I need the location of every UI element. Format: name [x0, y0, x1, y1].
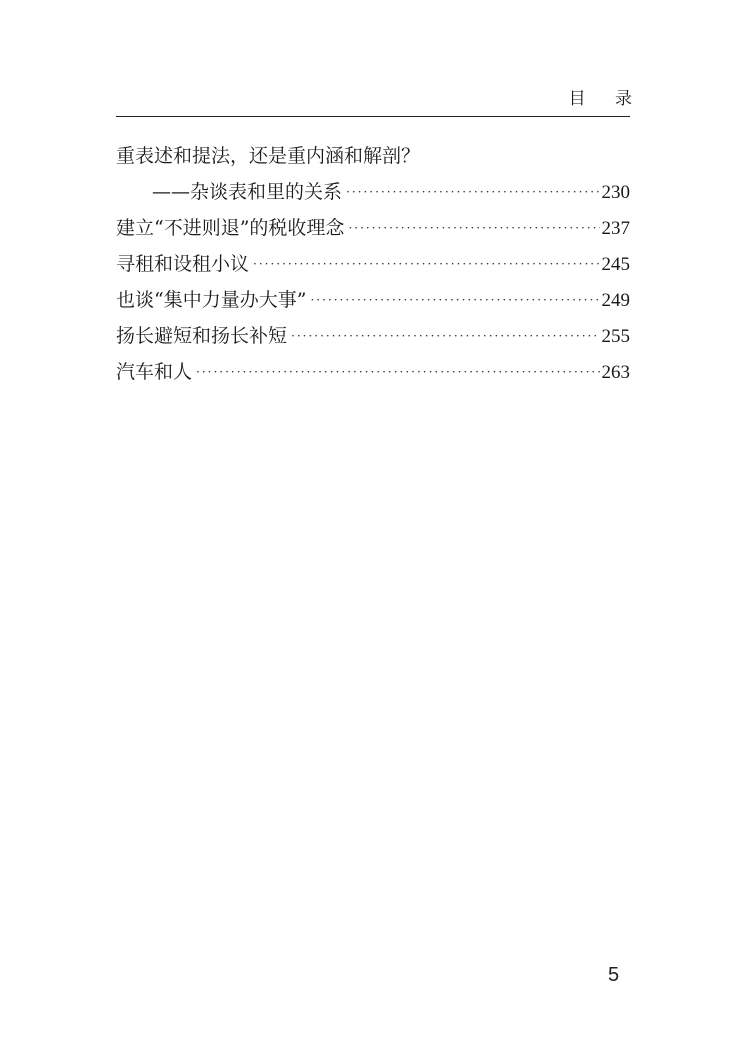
toc-page-number: 255 [601, 326, 630, 347]
toc-entry-text: 寻租和设租小议 [116, 253, 250, 275]
toc-entry [116, 210, 630, 246]
toc-entry [116, 282, 630, 318]
toc-entry-text: 扬长避短和扬长补短 [116, 325, 288, 347]
page-number: 5 [608, 964, 620, 986]
toc-entry-text: ——杂谈表和里的关系 [152, 181, 343, 203]
toc-entry-text: 建立“不进则退”的税收理念 [116, 217, 345, 239]
dot-leader [346, 174, 599, 210]
toc-entry [116, 318, 630, 354]
toc-entry-title-line [116, 138, 630, 174]
header-rule [116, 116, 630, 117]
toc-entry-text: 汽车和人 [116, 361, 193, 383]
toc-page-number: 237 [601, 218, 630, 239]
dot-leader [348, 210, 599, 246]
toc-entry [116, 246, 630, 282]
dot-leader [253, 246, 599, 282]
toc-page-number: 230 [601, 182, 630, 203]
dot-leader [196, 354, 599, 390]
page-header-title: 目 录 [568, 89, 644, 109]
dot-leader [310, 282, 599, 318]
toc-page-number: 263 [601, 362, 630, 383]
toc-entry-text: 重表述和提法，还是重内涵和解剖？ [116, 145, 421, 167]
toc-entry-text: 也谈“集中力量办大事” [116, 289, 307, 311]
toc-page-number: 245 [601, 254, 630, 275]
toc-entry [116, 174, 630, 210]
dot-leader [291, 318, 599, 354]
table-of-contents [116, 138, 630, 390]
toc-entry [116, 354, 630, 390]
toc-page-number: 249 [601, 290, 630, 311]
